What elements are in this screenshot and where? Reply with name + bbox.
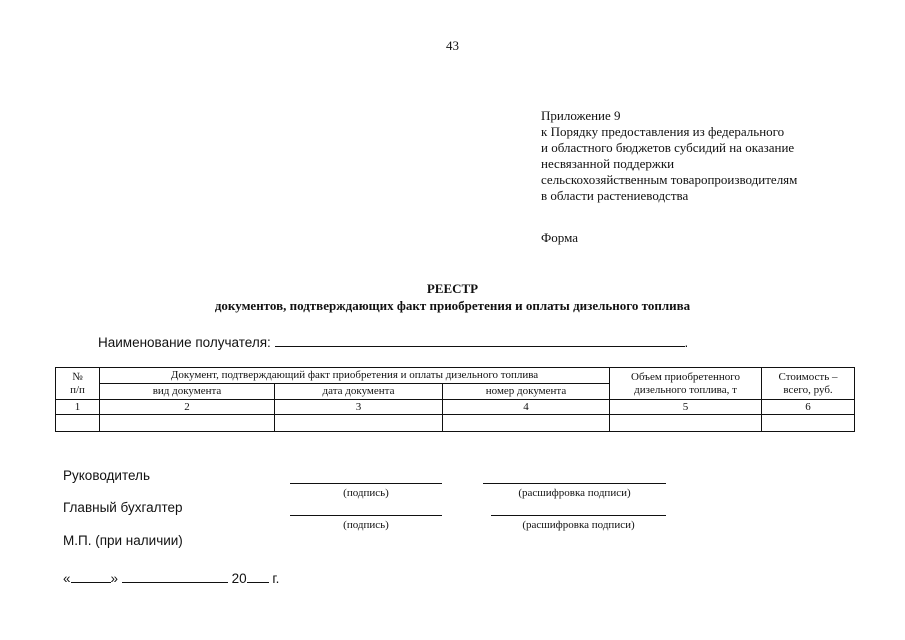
- appendix-line: несвязанной поддержки: [541, 156, 675, 171]
- header-cell-doc-date: дата документа: [275, 384, 443, 400]
- column-number: 1: [56, 400, 100, 415]
- header-text: п/п: [70, 383, 85, 396]
- recipient-label: Наименование получателя:: [98, 335, 271, 350]
- header-text: дизельного топлива, т: [634, 383, 737, 396]
- decoding-caption: (расшифровка подписи): [522, 519, 635, 531]
- date-close-quote: »: [110, 571, 119, 586]
- table-cell[interactable]: [762, 415, 855, 432]
- table-cell[interactable]: [275, 415, 443, 432]
- registry-table: [55, 367, 855, 432]
- appendix-line: Приложение 9: [541, 108, 621, 123]
- header-cell-number: [56, 368, 100, 400]
- document-title: [0, 280, 905, 314]
- table-cell[interactable]: [100, 415, 275, 432]
- signature-caption: (подпись): [343, 487, 389, 499]
- column-number: 4: [443, 400, 610, 415]
- appendix-line: сельскохозяйственным товаропроизводителям: [541, 172, 798, 187]
- header-cell-document-group: Документ, подтверждающий факт приобретения и оплаты дизельного топлива: [100, 368, 610, 384]
- head-label: Руководитель: [63, 468, 150, 483]
- head-signature-line[interactable]: [290, 482, 442, 484]
- accountant-signature-line[interactable]: [290, 514, 442, 516]
- stamp-label: М.П. (при наличии): [63, 533, 183, 548]
- accountant-label: Главный бухгалтер: [63, 500, 183, 515]
- appendix-line: в области растениеводства: [541, 188, 689, 203]
- page-number: 43: [446, 38, 459, 53]
- title-main: РЕЕСТР: [426, 281, 479, 296]
- table-column-numbers-row: [56, 400, 855, 415]
- header-cell-doc-number: номер документа: [443, 384, 610, 400]
- accountant-decoding-line[interactable]: [491, 514, 666, 516]
- date-day-field[interactable]: [71, 570, 111, 583]
- appendix-header: [541, 108, 797, 204]
- date-open-quote: «: [63, 571, 71, 586]
- header-text: всего, руб.: [783, 383, 833, 396]
- column-number: 2: [100, 400, 275, 415]
- header-text: Стоимость –: [778, 370, 838, 383]
- column-number: 5: [610, 400, 762, 415]
- header-cell-doc-type: вид документа: [100, 384, 275, 400]
- header-text: №: [72, 370, 83, 383]
- header-cell-cost: [762, 368, 855, 400]
- table-row: [56, 415, 855, 432]
- table-cell[interactable]: [443, 415, 610, 432]
- date-year-prefix: 20: [231, 571, 247, 586]
- recipient-end: .: [684, 335, 689, 350]
- column-number: 3: [275, 400, 443, 415]
- date-year-suffix: г.: [272, 571, 280, 586]
- appendix-line: и областного бюджетов субсидий на оказание: [541, 140, 795, 155]
- decoding-caption: (расшифровка подписи): [518, 487, 631, 499]
- date-month-field[interactable]: [122, 570, 228, 583]
- head-decoding-line[interactable]: [483, 482, 666, 484]
- recipient-row: [98, 333, 688, 350]
- date-year-field[interactable]: [247, 570, 269, 583]
- header-cell-volume: [610, 368, 762, 400]
- title-subtitle: документов, подтверждающих факт приобретения и оплаты дизельного топлива: [214, 298, 691, 313]
- header-text: Объем приобретенного: [631, 370, 741, 383]
- appendix-line: к Порядку предоставления из федерального: [541, 124, 785, 139]
- table-header-row: [56, 368, 855, 384]
- form-label: Форма: [541, 230, 578, 245]
- table-cell[interactable]: [610, 415, 762, 432]
- signature-caption: (подпись): [343, 519, 389, 531]
- table-cell[interactable]: [56, 415, 100, 432]
- column-number: 6: [762, 400, 855, 415]
- recipient-name-field[interactable]: [275, 333, 685, 347]
- date-line: [63, 570, 279, 586]
